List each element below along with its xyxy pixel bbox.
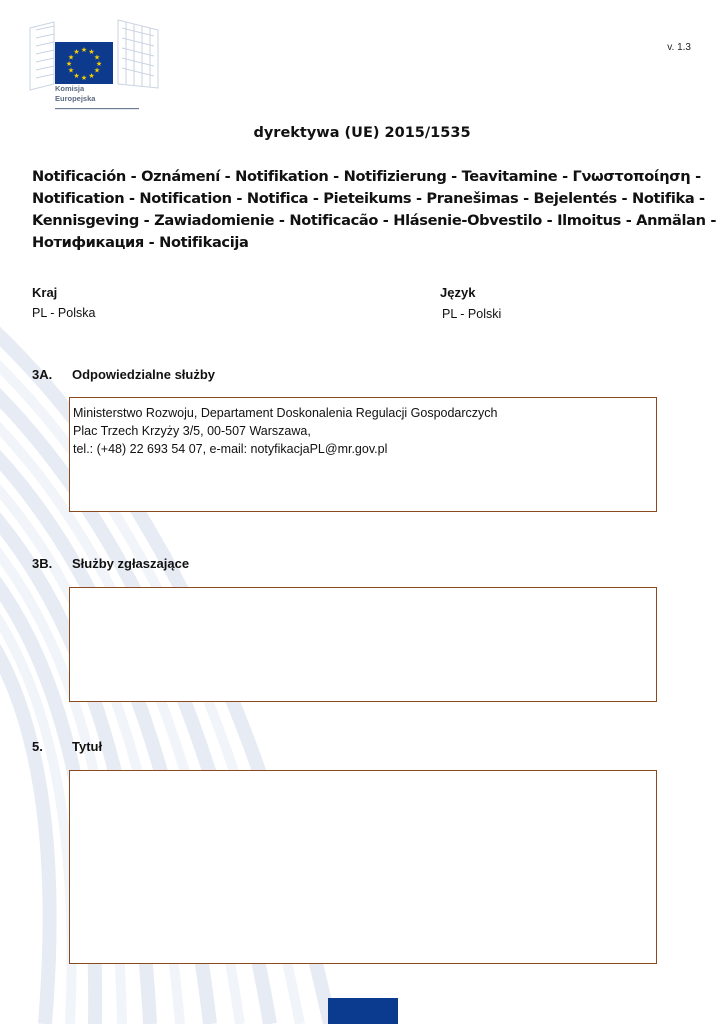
version-label: v. 1.3 bbox=[667, 42, 691, 53]
notifying-services-box bbox=[69, 587, 657, 702]
svg-text:★: ★ bbox=[67, 53, 75, 62]
svg-text:★: ★ bbox=[73, 72, 80, 80]
language-label: Język bbox=[440, 285, 476, 300]
eu-commission-logo bbox=[26, 18, 166, 114]
directive-title: dyrektywa (UE) 2015/1535 bbox=[253, 125, 471, 141]
section-3a-title: Odpowiedzialne służby bbox=[72, 367, 216, 382]
svg-text:★: ★ bbox=[73, 48, 80, 56]
notification-titles bbox=[32, 166, 717, 254]
title-line: Kennisgeving - Zawiadomienie - Notificacão - Hlásenie-Obvestilo - Ilmoitus - Anmälan - bbox=[32, 212, 717, 229]
svg-text:★: ★ bbox=[93, 66, 101, 75]
box-line: Ministerstwo Rozwoju, Departament Doskonalenia Regulacji Gospodarczych bbox=[73, 406, 498, 420]
responsible-services-box bbox=[69, 397, 657, 512]
svg-text:★: ★ bbox=[88, 48, 95, 56]
svg-text:★: ★ bbox=[80, 74, 88, 82]
section-3b-number: 3B. bbox=[32, 556, 53, 571]
svg-text:★: ★ bbox=[65, 60, 73, 68]
svg-text:★: ★ bbox=[80, 46, 88, 54]
section-3a-number: 3A. bbox=[32, 367, 53, 382]
section-3b-title: Służby zgłaszające bbox=[72, 556, 190, 571]
title-box bbox=[69, 770, 657, 964]
bottom-bar bbox=[328, 998, 398, 1024]
section-5-title: Tytuł bbox=[72, 739, 103, 754]
svg-text:★: ★ bbox=[67, 66, 75, 75]
section-5-number: 5. bbox=[32, 739, 43, 754]
title-line: Notificación - Oznámení - Notifikation - Notifizierung - Teavitamine - Γνωστοποίηση - bbox=[32, 168, 701, 185]
logo-caption: Komisja Europejska bbox=[55, 84, 96, 103]
svg-text:★: ★ bbox=[88, 72, 95, 80]
box-line: tel.: (+48) 22 693 54 07, e-mail: notyfikacjaPL@mr.gov.pl bbox=[73, 442, 388, 456]
language-value: PL - Polski bbox=[442, 307, 502, 321]
country-label: Kraj bbox=[32, 285, 58, 300]
box-line: Plac Trzech Krzyży 3/5, 00-507 Warszawa, bbox=[73, 424, 311, 438]
svg-text:★: ★ bbox=[93, 53, 101, 62]
country-value: PL - Polska bbox=[32, 306, 96, 320]
svg-text:★: ★ bbox=[95, 60, 103, 68]
title-line: Notification - Notification - Notifica - Pieteikums - Pranešimas - Bejelentés - Notifika - bbox=[32, 190, 705, 207]
title-line: Нотификация - Notifikacija bbox=[32, 234, 249, 251]
